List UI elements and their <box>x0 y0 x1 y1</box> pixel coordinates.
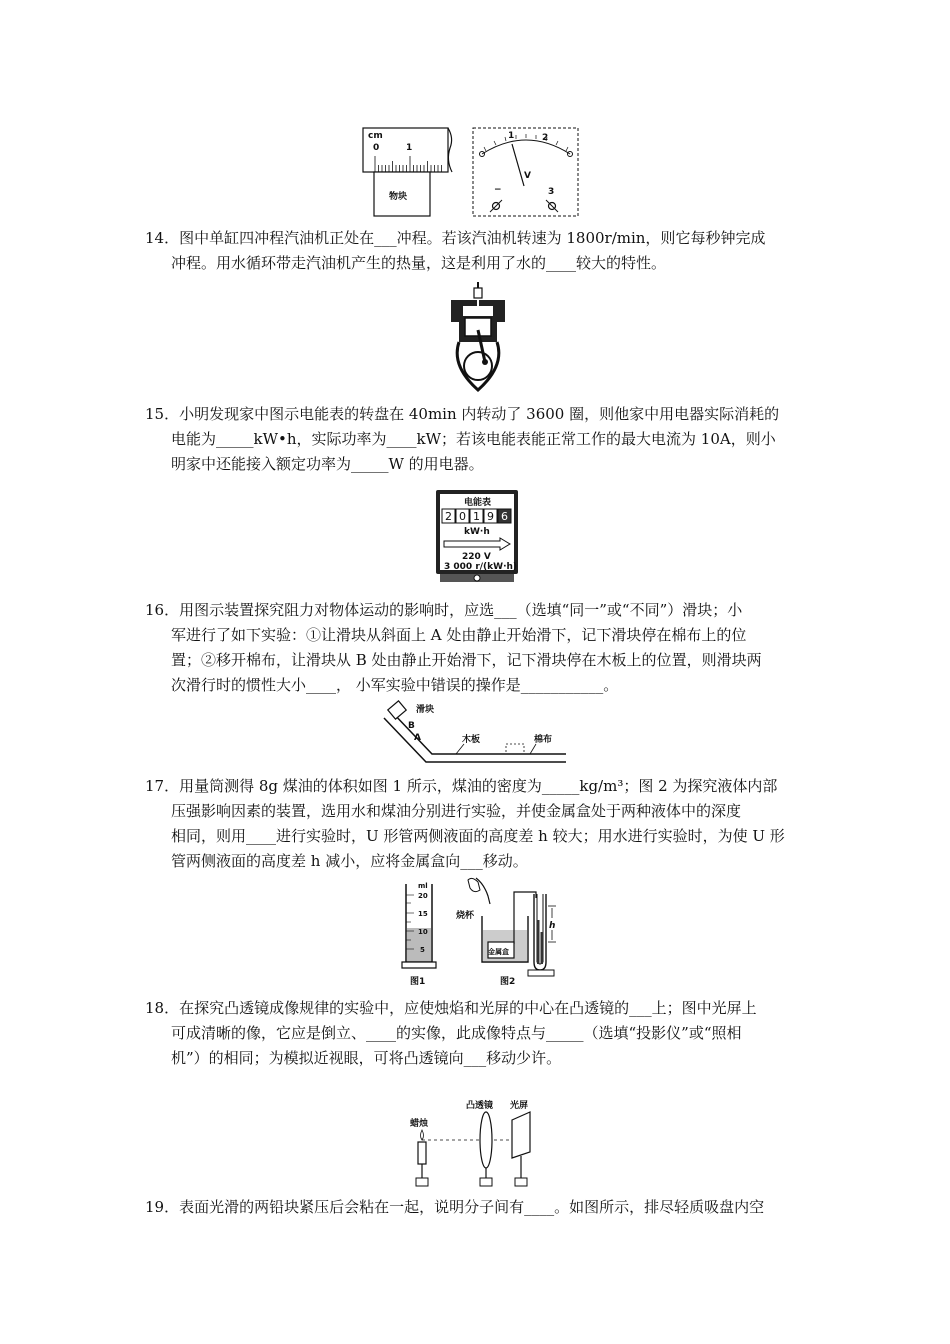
energy-meter-figure <box>434 489 520 585</box>
block-label: 物块 <box>389 192 408 202</box>
question-15 <box>145 402 810 477</box>
q18-line-2: 可成清晰的像，它应是倒立、____的实像，此成像特点与_____（选填“投影仪”或“照相 <box>171 1024 742 1042</box>
question-14 <box>145 226 810 276</box>
meter-rate: 3 000 r/(kW·h) <box>444 562 518 572</box>
q14-line-1: 14．图中单缸四冲程汽油机正处在___冲程。若该汽油机转速为 1800r/min，则它每秒钟完成 <box>145 229 766 247</box>
candle <box>418 1142 426 1164</box>
ruler-tick-1: 1 <box>406 143 413 153</box>
point-b: B <box>408 721 415 731</box>
screen-label: 光屏 <box>510 1101 529 1111</box>
cylinder-figure <box>396 876 450 986</box>
meter-digit: 1 <box>473 510 480 523</box>
q16-line-2: 军进行了如下实验：①让滑块从斜面上 A 处由静止开始滑下，记下滑块停在棉布上的位 <box>171 626 747 644</box>
voltmeter-unit: V <box>524 171 531 181</box>
slider-label: 滑块 <box>416 705 435 715</box>
q17-line-1: 17．用量筒测得 8g 煤油的体积如图 1 所示，煤油的密度为_____kg/m³；图 2 为探究液体内部 <box>145 777 778 795</box>
ruler-unit: cm <box>368 131 383 141</box>
board-label: 木板 <box>462 735 481 745</box>
beaker-label: 烧杯 <box>456 911 475 921</box>
meter-unit: kW·h <box>464 527 490 537</box>
q14-line-2: 冲程。用水循环带走汽油机产生的热量，这是利用了水的____较大的特性。 <box>171 254 667 272</box>
pressure-figure <box>454 876 560 986</box>
voltmeter-scale-2: 2 <box>542 133 549 143</box>
q16-line-3: 置；②移开棉布，让滑块从 B 处由静止开始滑下，记下滑块停在木板上的位置，则滑块两 <box>171 651 762 669</box>
meter-voltage: 220 V <box>462 552 491 562</box>
q19-line-1: 19．表面光滑的两铅块紧压后会粘在一起，说明分子间有____。如图所示，排尽轻质吸盘内空 <box>145 1198 765 1216</box>
q15-line-2: 电能为_____kW•h，实际功率为____kW；若该电能表能正常工作的最大电流为 10A，则小 <box>171 430 776 448</box>
question-16 <box>145 598 810 698</box>
figure-1-caption: 图1 <box>410 977 426 986</box>
meter-title: 电能表 <box>464 498 492 508</box>
ruler-figure <box>362 126 462 218</box>
cylinder-mark-20: 20 <box>418 892 428 900</box>
cylinder-mark-5: 5 <box>420 946 425 954</box>
q17-line-2: 压强影响因素的装置，选用水和煤油分别进行实验，并使金属盒处于两种液体中的深度 <box>171 802 742 820</box>
metal-box-label: 金属盒 <box>488 948 509 956</box>
q15-line-3: 明家中还能接入额定功率为_____W 的用电器。 <box>171 455 484 473</box>
cloth-label: 棉布 <box>534 735 553 745</box>
meter-digit: 9 <box>487 510 494 523</box>
cylinder-mark-10: 10 <box>418 928 428 936</box>
voltmeter-minus: − <box>494 185 502 195</box>
meter-digit: 0 <box>459 510 466 523</box>
candle-label: 蜡烛 <box>410 1119 429 1129</box>
voltmeter-scale-1: 1 <box>508 131 515 141</box>
voltmeter-three: 3 <box>548 187 555 197</box>
q17-line-4: 管两侧液面的高度差 h 减小，应将金属盒向___移动。 <box>171 852 528 870</box>
q15-line-1: 15．小明发现家中图示电能表的转盘在 40min 内转动了 3600 圈，则他家中用电器实际消耗的 <box>145 405 780 423</box>
point-a: A <box>414 733 421 743</box>
figure-2-caption: 图2 <box>500 977 516 986</box>
engine-figure <box>445 282 511 394</box>
question-18 <box>145 996 810 1071</box>
ruler-tick-0: 0 <box>373 143 380 153</box>
lens-setup-figure <box>404 1096 552 1188</box>
q16-line-4: 次滑行时的惯性大小____， 小军实验中错误的操作是___________。 <box>171 676 619 694</box>
height-label: h <box>549 921 556 931</box>
q17-line-3: 相同，则用____进行实验时，U 形管两侧液面的高度差 h 较大；用水进行实验时，为使 U 形 <box>171 827 785 845</box>
slope-figure <box>380 700 570 770</box>
q16-line-1: 16．用图示装置探究阻力对物体运动的影响时，应选___（选填“同一”或“不同”）滑块；小 <box>145 601 743 619</box>
cylinder-mark-15: 15 <box>418 910 428 918</box>
convex-lens <box>480 1112 492 1168</box>
q18-line-1: 18．在探究凸透镜成像规律的实验中，应使烛焰和光屏的中心在凸透镜的___上；图中光屏上 <box>145 999 757 1017</box>
meter-digits <box>442 509 511 523</box>
question-19 <box>145 1195 810 1220</box>
light-screen <box>512 1112 530 1158</box>
meter-digit: 2 <box>445 510 452 523</box>
voltmeter-figure <box>472 126 580 218</box>
question-17 <box>145 774 810 874</box>
meter-digit: 6 <box>501 510 508 523</box>
cylinder-unit: ml <box>418 882 428 890</box>
cloth-area <box>506 744 524 754</box>
q18-line-3: 机”）的相同；为模拟近视眼，可将凸透镜向___移动少许。 <box>171 1049 562 1067</box>
lens-label: 凸透镜 <box>466 1101 494 1111</box>
slider-block <box>388 701 406 719</box>
